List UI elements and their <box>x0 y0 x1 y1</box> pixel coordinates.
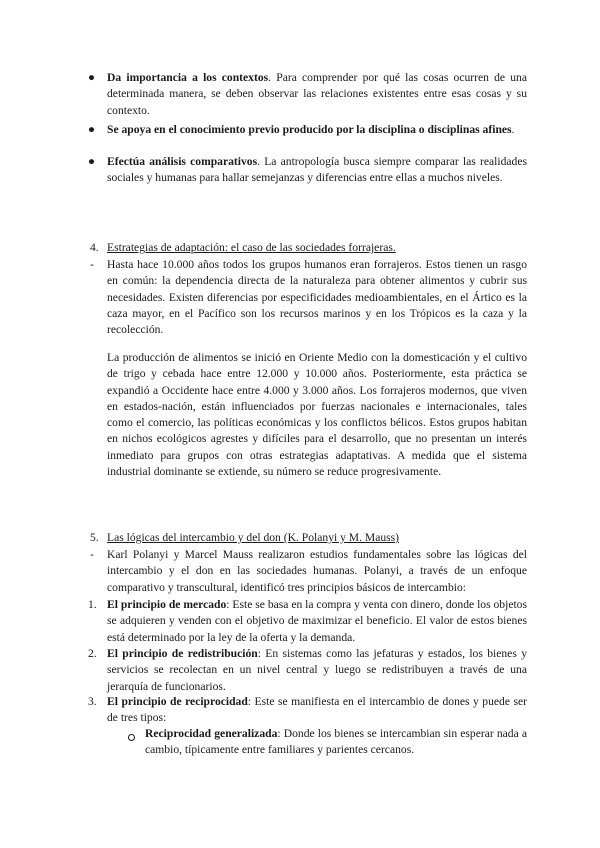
principle-text: : Este se manifiesta en el intercambio de dones y puede ser de tres tipos: <box>107 695 527 725</box>
dash-marker: - <box>90 258 94 271</box>
circle-bullet-icon <box>128 730 135 746</box>
bullet-marker: ● <box>88 71 96 84</box>
list-number: 3. <box>88 695 97 708</box>
principle-title: El principio de mercado <box>107 598 227 611</box>
sub-item-title: Reciprocidad generalizada <box>145 727 278 740</box>
paragraph-text: Karl Polanyi y Marcel Mauss realizaron estudios fundamentales sobre las lógicas del intercambio y el don en las sociedades humanas. Polanyi, a través de un enfoque comparativo y transcultural, identificó tres principios básicos de intercambio: <box>107 548 527 594</box>
dash-marker: - <box>90 548 94 561</box>
bullet-text: . Para comprender por qué las cosas ocurren de una determinada manera, se deben observar las relaciones existentes entre esas cosas y su contexto. <box>107 71 527 117</box>
bullet-bold: Efectúa análisis comparativos <box>107 155 258 168</box>
section-title: Estrategias de adaptación: el caso de las sociedades forrajeras. <box>107 241 396 254</box>
section-title: Las lógicas del intercambio y del don (K. Polanyi y M. Mauss) <box>107 531 400 544</box>
bullet-bold: Da importancia a los contextos <box>107 71 269 84</box>
section-number: 5. <box>90 531 99 544</box>
list-number: 1. <box>88 598 97 611</box>
bullet-bold: Se apoya en el conocimiento previo producido por la disciplina o disciplinas afines <box>107 123 512 136</box>
principle-text: : En sistemas como las jefaturas y estados, los bienes y servicios se recolectan en un nivel central y luego se redistribuyen a través de una jerarquía de funcionarios. <box>107 647 527 693</box>
paragraph-text: Hasta hace 10.000 años todos los grupos humanos eran forrajeros. Estos tienen un rasgo en común: la dependencia directa de la naturaleza para obtener alimentos y cubrir sus necesidades. Existen diferencias por especificidades medioambientales, en el Ártico es la caza mayor, en el Pacífico son los recursos marinos y en los Trópicos es la caza y la recolección. <box>107 258 527 337</box>
principle-title: El principio de reciprocidad <box>107 695 248 708</box>
list-number: 2. <box>88 647 97 660</box>
section-number: 4. <box>90 241 99 254</box>
bullet-marker: ● <box>88 123 96 136</box>
paragraph-text: La producción de alimentos se inició en Oriente Medio con la domesticación y el cultivo de trigo y cebada hace entre 12.000 y 10.000 años. Posteriormente, esta práctica se expandió a Occidente hace entre 4.000 y 3.000 años. Los forrajeros modernos, que viven en estados-nación, están influenciados por fuerzas nacionales e internacionales, tales como el comercio, las políticas económicas y los conflictos bélicos. Estos grupos habitan en nichos ecológicos agrestes y difíciles para el desarrollo, que no presentan un interés inmediato para grupos con otras estrategias adaptativas. A medida que el sistema industrial dominante se extiende, su número se reduce progresivamente. <box>107 351 527 479</box>
bullet-text: . <box>511 123 515 136</box>
sub-item-text: : Donde los bienes se intercambian sin esperar nada a cambio, típicamente entre familiares y parientes cercanos. <box>145 727 527 757</box>
bullet-marker: ● <box>88 155 96 168</box>
bullet-text: . La antropología busca siempre comparar las realidades sociales y humanas para hallar semejanzas y diferencias entre ellas a muchos niveles. <box>107 155 527 185</box>
principle-title: El principio de redistribución <box>107 647 258 660</box>
principle-text: : Este se basa en la compra y venta con dinero, donde los objetos se adquieren y venden con el objetivo de maximizar el beneficio. El valor de estos bienes está determinado por la ley de la oferta y la demanda. <box>107 598 527 644</box>
